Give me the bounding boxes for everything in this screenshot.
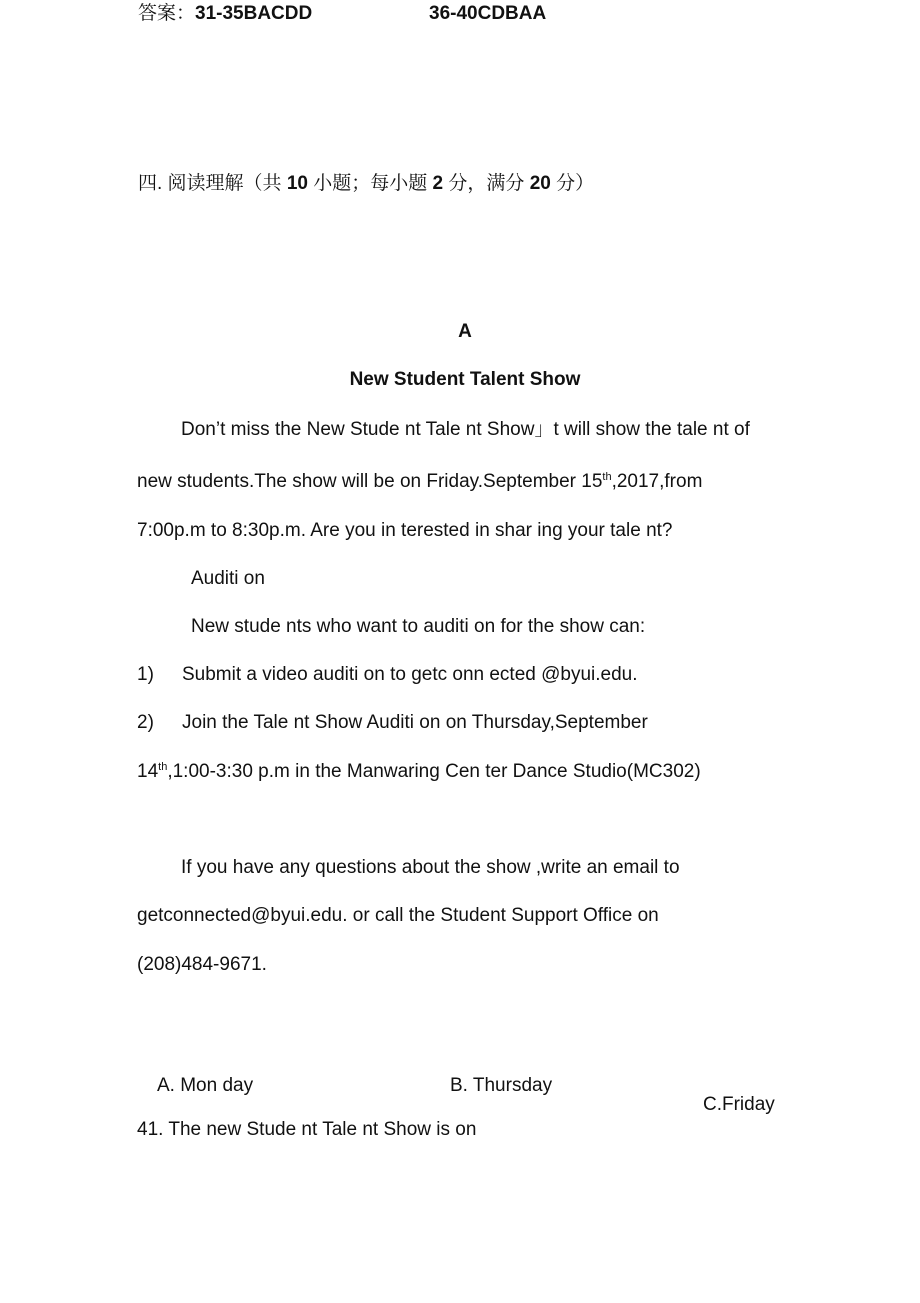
section-points-each: 2 — [432, 173, 444, 194]
section-count: 10 — [286, 173, 308, 194]
audition-heading: Auditi on — [191, 568, 265, 589]
section-text-4: 分） — [550, 173, 595, 194]
passage-line-3: 7:00p.m to 8:30p.m. Are you in terested in shar ing your tale nt? — [137, 520, 673, 541]
ordinal-suffix: th — [158, 761, 168, 773]
list-item — [137, 663, 638, 687]
answer-group-1: 31-35BACDD — [195, 3, 313, 24]
list-item-continuation-text: ,1:00-3:30 p.m in the Manwaring Cen ter Dance Studio(MC302) — [167, 761, 701, 782]
option-c: C.Friday — [703, 1094, 775, 1115]
list-number: 2) — [137, 712, 154, 733]
answer-prefix: 答案： — [138, 3, 196, 24]
section-heading — [138, 172, 594, 196]
ordinal-suffix: th — [602, 471, 612, 483]
contact-line-3: (208)484-9671. — [137, 954, 267, 975]
list-item-text: Join the Tale nt Show Auditi on on Thursday,September — [182, 712, 648, 733]
answer-key — [138, 2, 547, 26]
section-text-2: 小题；每小题 — [307, 173, 433, 194]
audition-intro: New stude nts who want to auditi on for the show can: — [191, 616, 646, 637]
passage-line-2 — [137, 470, 702, 494]
passage-line-2-text: new students.The show will be on Friday.September 15 — [137, 471, 603, 492]
passage-line-1: Don’t miss the New Stude nt Tale nt Show」t will show the tale nt of — [181, 419, 750, 440]
contact-line-1: If you have any questions about the show ,write an email to — [181, 857, 680, 878]
list-item-continuation — [137, 760, 701, 784]
list-item-text: Submit a video auditi on to getc onn ected @byui.edu. — [182, 664, 638, 685]
passage-label: A — [458, 321, 472, 342]
section-text-1: 四. 阅读理解（共 — [138, 173, 287, 194]
option-a: A. Mon day — [157, 1075, 254, 1096]
question-41-stem: 41. The new Stude nt Tale nt Show is on — [137, 1119, 477, 1140]
list-number: 1) — [137, 664, 154, 685]
option-b: B. Thursday — [450, 1075, 553, 1096]
list-item — [137, 711, 648, 735]
contact-line-2: getconnected@byui.edu. or call the Student Support Office on — [137, 905, 659, 926]
section-text-3: 分，满分 — [443, 173, 530, 194]
date-number: 14 — [137, 761, 159, 782]
answer-group-2: 36-40CDBAA — [429, 3, 547, 24]
passage-line-2-tail: ,2017,from — [611, 471, 703, 492]
passage-title: New Student Talent Show — [349, 369, 581, 390]
section-total-points: 20 — [529, 173, 551, 194]
